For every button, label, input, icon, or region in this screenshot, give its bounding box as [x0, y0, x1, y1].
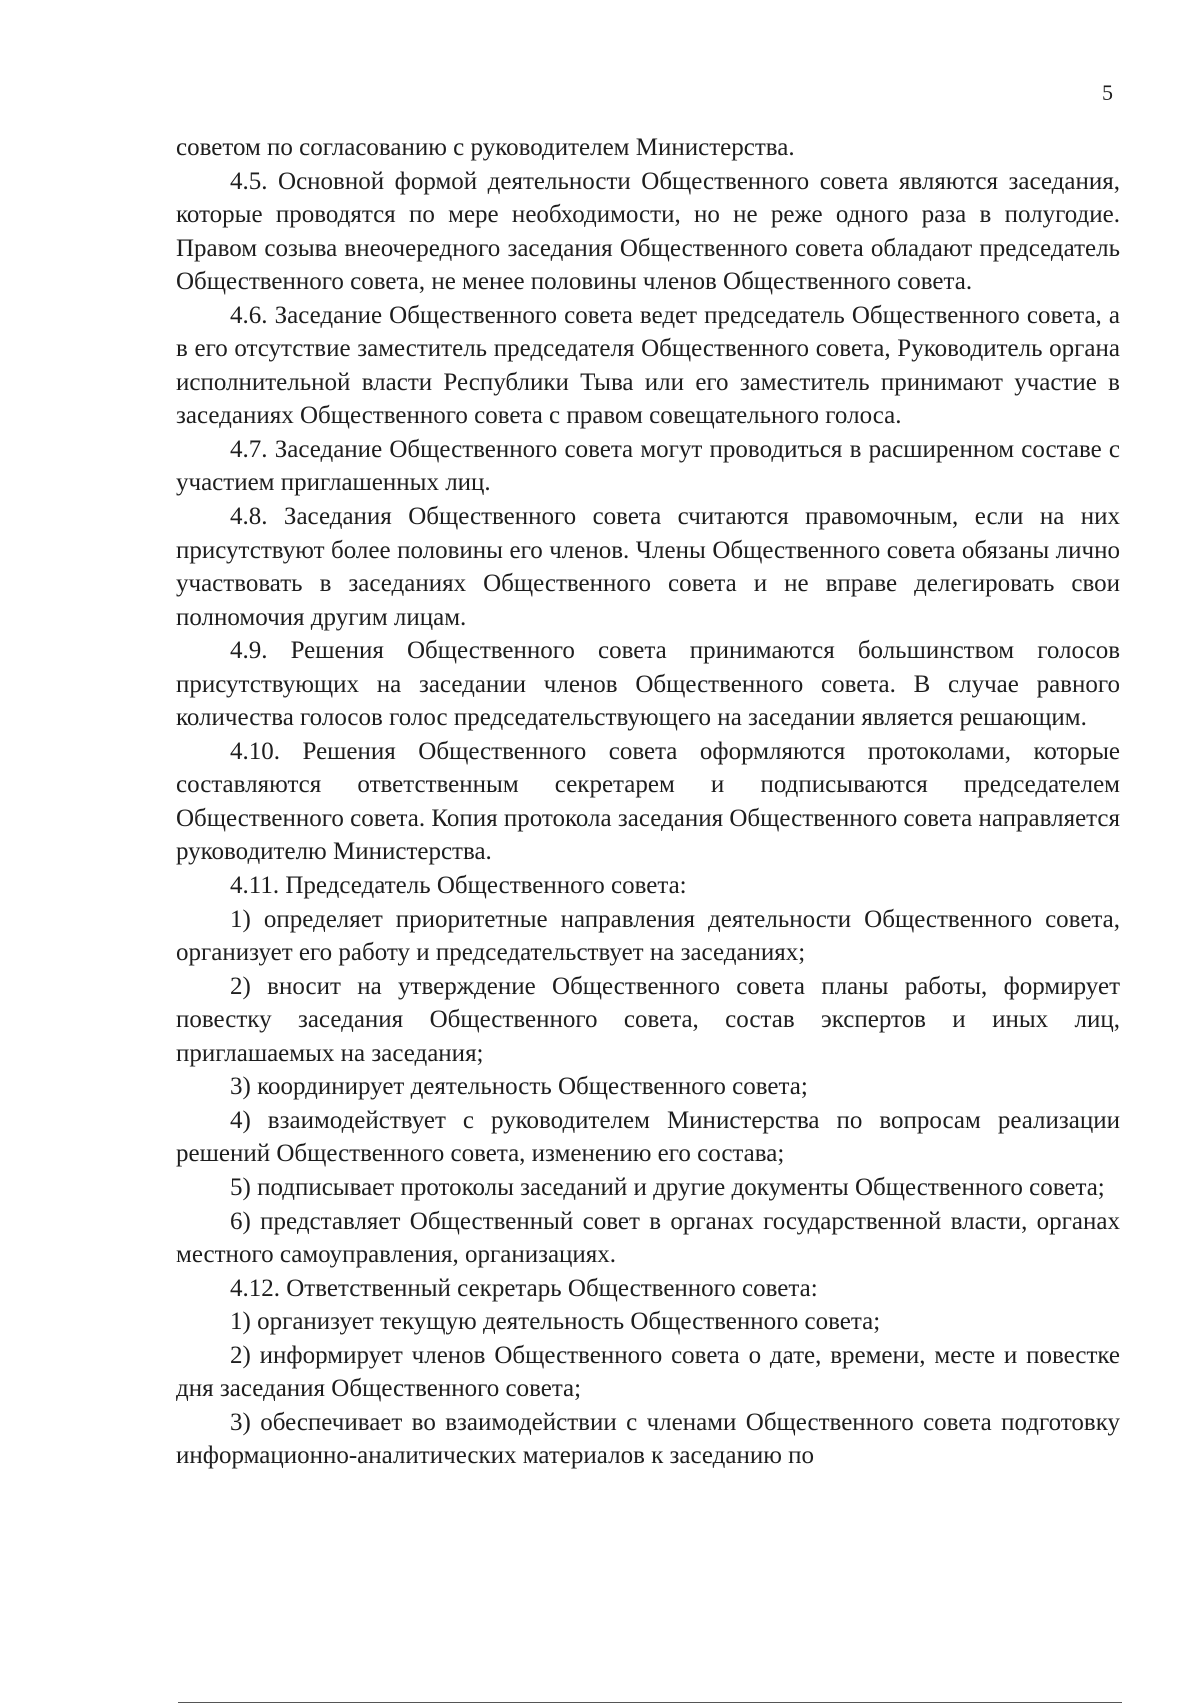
list-item-4-11-3: 3) координирует деятельность Общественного совета;	[230, 1073, 808, 1101]
paragraph-4-11: 4.11. Председатель Общественного совета:	[230, 872, 687, 900]
list-item-4-12-2: 2) информирует членов Общественного совета о дате, времени, месте и повестке дня заседания Общественного совета;	[176, 1341, 1120, 1403]
list-item-4-12-1: 1) организует текущую деятельность Общественного совета;	[230, 1308, 881, 1336]
paragraph-4-6: 4.6. Заседание Общественного совета ведет председатель Общественного совета, а в его отсутствие заместитель председателя Общественного совета, Руководитель органа исполнительной власти Республики Тыва или его заместитель принимают участие в заседаниях Общественного совета с правом совещательного голоса.	[176, 301, 1120, 430]
page-number: 5	[1102, 80, 1113, 105]
paragraph-continuation: советом по согласованию с руководителем Министерства.	[176, 134, 795, 161]
bottom-divider	[178, 1702, 1122, 1703]
paragraph-4-12: 4.12. Ответственный секретарь Общественного совета:	[230, 1274, 818, 1302]
list-item-4-11-4: 4) взаимодействует с руководителем Министерства по вопросам реализации решений Общественного совета, изменению его состава;	[176, 1106, 1120, 1168]
list-item-4-11-5: 5) подписывает протоколы заседаний и другие документы Общественного совета;	[230, 1173, 1105, 1201]
paragraph-4-10: 4.10. Решения Общественного совета оформляются протоколами, которые составляются ответственным секретарем и подписываются председателем Общественного совета. Копия протокола заседания Общественного совета направляется руководителю Министерства.	[176, 737, 1120, 866]
paragraph-4-9: 4.9. Решения Общественного совета принимаются большинством голосов присутствующих на заседании членов Общественного совета. В случае равного количества голосов голос председательствующего на заседании является решающим.	[176, 637, 1120, 732]
list-item-4-12-3: 3) обеспечивает во взаимодействии с членами Общественного совета подготовку информационно-аналитических материалов к заседанию по	[176, 1408, 1120, 1470]
document-body	[176, 131, 1120, 1473]
paragraph-4-7: 4.7. Заседание Общественного совета могут проводиться в расширенном составе с участием приглашенных лиц.	[176, 435, 1120, 497]
paragraph-4-5: 4.5. Основной формой деятельности Общественного совета являются заседания, которые проводятся по мере необходимости, но не реже одного раза в полугодие. Правом созыва внеочередного заседания Общественного совета обладают председатель Общественного совета, не менее половины членов Общественного совета.	[176, 167, 1120, 296]
paragraph-4-8: 4.8. Заседания Общественного совета считаются правомочным, если на них присутствуют более половины его членов. Члены Общественного совета обязаны лично участвовать в заседаниях Общественного совета и не вправе делегировать свои полномочия другим лицам.	[176, 503, 1120, 631]
list-item-4-11-1: 1) определяет приоритетные направления деятельности Общественного совета, организует его работу и председательствует на заседаниях;	[176, 905, 1120, 967]
list-item-4-11-6: 6) представляет Общественный совет в органах государственной власти, органах местного самоуправления, организациях.	[176, 1207, 1120, 1269]
list-item-4-11-2: 2) вносит на утверждение Общественного совета планы работы, формирует повестку заседания Общественного совета, состав экспертов и иных лиц, приглашаемых на заседания;	[176, 972, 1120, 1067]
